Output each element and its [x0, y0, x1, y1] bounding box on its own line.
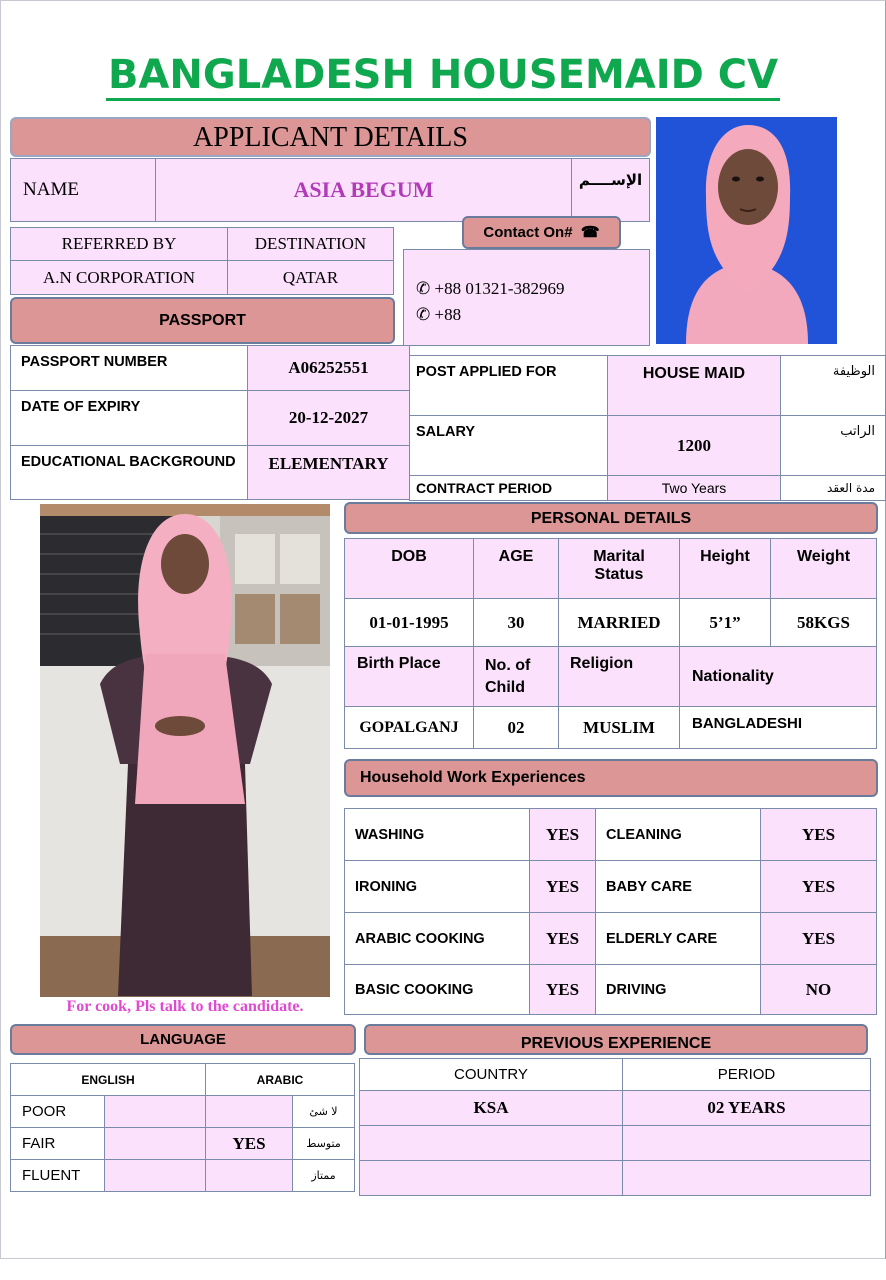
household-skill-value: YES — [529, 808, 596, 861]
post-value: HOUSE MAID — [607, 355, 781, 416]
english-level-value — [104, 1127, 206, 1160]
passport-number: A06252551 — [247, 345, 410, 391]
post-label-arabic: الوظيفة — [780, 355, 886, 416]
household-skill-label: WASHING — [344, 808, 530, 861]
arabic-column-header: ARABIC — [205, 1063, 355, 1096]
referred-by-label: REFERRED BY — [10, 227, 228, 261]
contact-header: Contact On# ☎ — [462, 216, 621, 249]
household-skill-value: YES — [760, 912, 877, 965]
page-title: BANGLADESH HOUSEMAID CV — [0, 52, 886, 98]
phone-number-1: ✆ +88 01321-382969 — [416, 279, 565, 298]
previous-country: KSA — [359, 1090, 623, 1126]
name-label: NAME — [10, 158, 156, 222]
birth-place-value: GOPALGANJ — [344, 706, 474, 749]
country-column-header: COUNTRY — [359, 1058, 623, 1091]
referred-by-value: A.N CORPORATION — [10, 260, 228, 295]
language-level-label: POOR — [10, 1095, 105, 1128]
household-skill-value: YES — [760, 808, 877, 861]
phone-icon: ☎ — [580, 224, 600, 241]
household-skill-value: YES — [760, 860, 877, 913]
household-skill-label: ARABIC COOKING — [344, 912, 530, 965]
previous-country — [359, 1125, 623, 1161]
applicant-details-header: APPLICANT DETAILS — [10, 117, 651, 157]
salary-label-arabic: الراتب — [780, 415, 886, 476]
weight-label: Weight — [770, 538, 877, 599]
profile-photo — [656, 117, 837, 344]
household-skill-value: YES — [529, 860, 596, 913]
dob-value: 01-01-1995 — [344, 598, 474, 647]
passport-header: PASSPORT — [10, 297, 395, 344]
salary-label: SALARY — [409, 415, 608, 476]
household-skill-value: YES — [529, 912, 596, 965]
post-label: POST APPLIED FOR — [409, 355, 608, 416]
nationality-value: BANGLADESHI — [679, 706, 877, 749]
english-level-value — [104, 1159, 206, 1192]
arabic-level-value — [205, 1095, 293, 1128]
applicant-name: ASIA BEGUM — [155, 158, 572, 222]
english-level-value — [104, 1095, 206, 1128]
previous-period: 02 YEARS — [622, 1090, 871, 1126]
expiry-label: DATE OF EXPIRY — [10, 390, 248, 446]
age-value: 30 — [473, 598, 559, 647]
photo-caption: For cook, Pls talk to the candidate. — [66, 998, 304, 1015]
household-skill-label: CLEANING — [595, 808, 761, 861]
full-body-photo — [40, 504, 330, 997]
household-skill-value: YES — [529, 964, 596, 1015]
arabic-level-value: YES — [205, 1127, 293, 1160]
previous-period — [622, 1160, 871, 1196]
education-label: EDUCATIONAL BACKGROUND — [10, 445, 248, 500]
english-column-header: ENGLISH — [10, 1063, 206, 1096]
height-label: Height — [679, 538, 771, 599]
religion-label: Religion — [558, 646, 680, 707]
contract-period-label: CONTRACT PERIOD — [409, 475, 608, 501]
marital-label: Marital Status — [558, 538, 680, 599]
height-value: 5’1” — [679, 598, 771, 647]
dob-label: DOB — [344, 538, 474, 599]
previous-period — [622, 1125, 871, 1161]
name-label-arabic: الإســــم — [571, 158, 650, 222]
religion-value: MUSLIM — [558, 706, 680, 749]
household-table — [344, 808, 877, 1015]
contact-box — [403, 249, 650, 346]
household-skill-label: IRONING — [344, 860, 530, 913]
destination-label: DESTINATION — [227, 227, 394, 261]
phone-number-2: ✆ +88 — [416, 305, 462, 324]
household-skill-label: BASIC COOKING — [344, 964, 530, 1015]
birth-place-label: Birth Place — [344, 646, 474, 707]
language-level-arabic: لا شئ — [292, 1095, 355, 1128]
household-skill-label: BABY CARE — [595, 860, 761, 913]
household-skill-label: DRIVING — [595, 964, 761, 1015]
passport-number-label: PASSPORT NUMBER — [10, 345, 248, 391]
age-label: AGE — [473, 538, 559, 599]
weight-value: 58KGS — [770, 598, 877, 647]
language-level-label: FLUENT — [10, 1159, 105, 1192]
expiry-date: 20-12-2027 — [247, 390, 410, 446]
household-header: Household Work Experiences — [344, 759, 878, 797]
period-column-header: PERIOD — [622, 1058, 871, 1091]
personal-details-header: PERSONAL DETAILS — [344, 502, 878, 534]
language-level-arabic: ممتاز — [292, 1159, 355, 1192]
arabic-level-value — [205, 1159, 293, 1192]
contract-period-label-arabic: مدة العقد — [780, 475, 886, 501]
children-value: 02 — [473, 706, 559, 749]
language-level-label: FAIR — [10, 1127, 105, 1160]
contract-period-value: Two Years — [607, 475, 781, 501]
salary-value: 1200 — [607, 415, 781, 476]
nationality-label: Nationality — [679, 646, 877, 707]
household-skill-value: NO — [760, 964, 877, 1015]
language-level-arabic: متوسط — [292, 1127, 355, 1160]
household-skill-label: ELDERLY CARE — [595, 912, 761, 965]
marital-value: MARRIED — [558, 598, 680, 647]
destination-value: QATAR — [227, 260, 394, 295]
children-label: No. of Child — [473, 646, 559, 707]
previous-experience-header: PREVIOUS EXPERIENCE — [364, 1024, 868, 1055]
language-header: LANGUAGE — [10, 1024, 356, 1055]
previous-country — [359, 1160, 623, 1196]
education-value: ELEMENTARY — [247, 445, 410, 500]
